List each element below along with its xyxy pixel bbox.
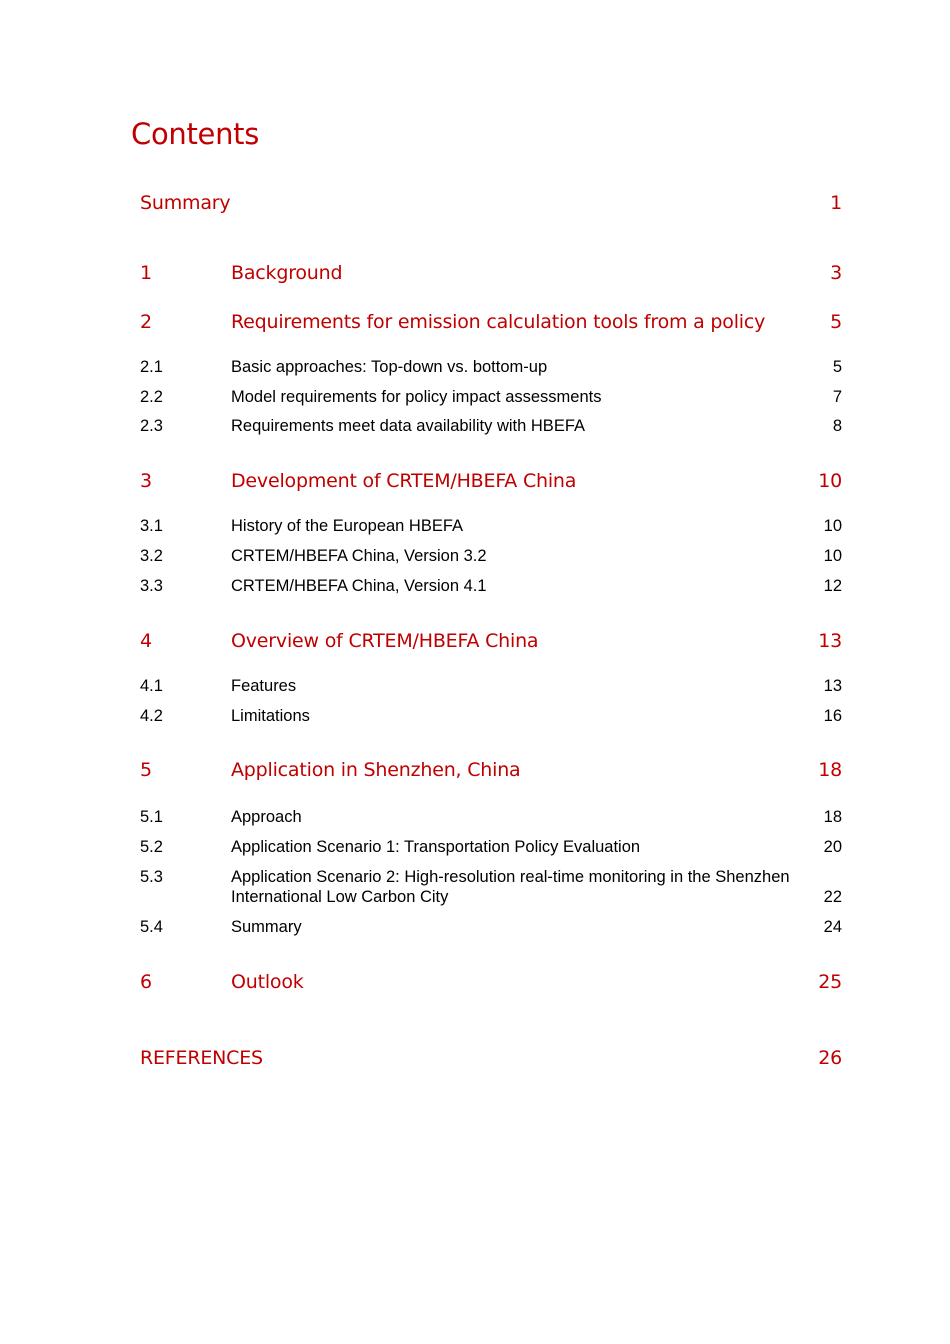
chapter-page: 25 — [818, 971, 842, 993]
toc-section-5-2[interactable] — [140, 837, 842, 857]
chapter-title: Requirements for emission calculation tools from a policy — [231, 311, 766, 333]
section-number: 4.1 — [140, 677, 163, 695]
section-page: 24 — [823, 918, 842, 936]
section-page: 5 — [832, 358, 842, 376]
toc-section-5-1[interactable] — [140, 807, 842, 827]
chapter-title: Application in Shenzhen, China — [231, 759, 521, 781]
toc-entry-references[interactable] — [140, 1046, 842, 1070]
section-title: Features — [231, 677, 297, 695]
section-number: 5.1 — [140, 808, 163, 826]
section-page: 22 — [823, 888, 842, 906]
toc-entry-label: Summary — [140, 192, 231, 214]
toc-section-2-2[interactable] — [140, 387, 842, 407]
section-number: 2.2 — [140, 388, 163, 406]
section-number: 3.2 — [140, 547, 163, 565]
section-title: Application Scenario 1: Transportation Policy Evaluation — [231, 838, 641, 856]
chapter-title: Outlook — [231, 971, 304, 993]
section-number: 5.3 — [140, 868, 163, 886]
section-page: 8 — [832, 417, 842, 435]
section-number: 5.4 — [140, 918, 163, 936]
toc-entry-page: 1 — [830, 192, 842, 214]
toc-section-3-2[interactable] — [140, 546, 842, 566]
section-number: 2.3 — [140, 417, 163, 435]
section-title: Basic approaches: Top-down vs. bottom-up — [231, 358, 548, 376]
toc-section-5-4[interactable] — [140, 917, 842, 937]
chapter-number: 1 — [140, 262, 152, 284]
toc-section-4-1[interactable] — [140, 676, 842, 696]
chapter-number: 3 — [140, 470, 152, 492]
section-title: Summary — [231, 918, 302, 936]
chapter-title: Development of CRTEM/HBEFA China — [231, 470, 577, 492]
section-number: 3.1 — [140, 517, 163, 535]
toc-section-3-1[interactable] — [140, 516, 842, 536]
toc-entry-summary[interactable] — [140, 191, 842, 215]
section-number: 3.3 — [140, 577, 163, 595]
section-title: Requirements meet data availability with HBEFA — [231, 417, 585, 435]
chapter-number: 2 — [140, 311, 152, 333]
section-page: 10 — [823, 517, 842, 535]
toc-entry-page: 26 — [818, 1047, 842, 1069]
toc-chapter-5[interactable] — [140, 758, 842, 782]
section-title: History of the European HBEFA — [231, 517, 464, 535]
section-page: 12 — [823, 577, 842, 595]
section-title: Approach — [231, 808, 302, 826]
toc-chapter-4[interactable] — [140, 629, 842, 653]
chapter-page: 10 — [818, 470, 842, 492]
chapter-number: 5 — [140, 759, 152, 781]
section-page: 18 — [823, 808, 842, 826]
chapter-title: Background — [231, 262, 343, 284]
toc-section-2-1[interactable] — [140, 357, 842, 377]
section-page: 10 — [823, 547, 842, 565]
toc-section-5-3[interactable] — [140, 867, 842, 907]
chapter-page: 5 — [830, 311, 842, 333]
section-title: CRTEM/HBEFA China, Version 3.2 — [231, 547, 487, 565]
section-page: 16 — [823, 707, 842, 725]
section-number: 5.2 — [140, 838, 163, 856]
section-number: 4.2 — [140, 707, 163, 725]
section-number: 2.1 — [140, 358, 163, 376]
toc-chapter-1[interactable] — [140, 261, 842, 285]
toc-chapter-2[interactable] — [140, 310, 842, 334]
page-title: Contents — [131, 117, 260, 151]
section-title: Model requirements for policy impact assessments — [231, 388, 602, 406]
toc-entry-label: REFERENCES — [140, 1047, 263, 1069]
section-page: 20 — [823, 838, 842, 856]
toc-chapter-3[interactable] — [140, 469, 842, 493]
section-page: 7 — [832, 388, 842, 406]
toc-section-4-2[interactable] — [140, 706, 842, 726]
section-title: Limitations — [231, 707, 310, 725]
toc-chapter-6[interactable] — [140, 970, 842, 994]
toc-section-3-3[interactable] — [140, 576, 842, 596]
chapter-number: 6 — [140, 971, 152, 993]
chapter-page: 18 — [818, 759, 842, 781]
section-title: Application Scenario 2: High-resolution real-time monitoring in the Shenzhen International Low Carbon City — [231, 868, 790, 906]
toc-section-2-3[interactable] — [140, 416, 842, 436]
section-title: CRTEM/HBEFA China, Version 4.1 — [231, 577, 487, 595]
chapter-page: 3 — [830, 262, 842, 284]
chapter-title: Overview of CRTEM/HBEFA China — [231, 630, 539, 652]
section-page: 13 — [823, 677, 842, 695]
chapter-page: 13 — [818, 630, 842, 652]
chapter-number: 4 — [140, 630, 152, 652]
